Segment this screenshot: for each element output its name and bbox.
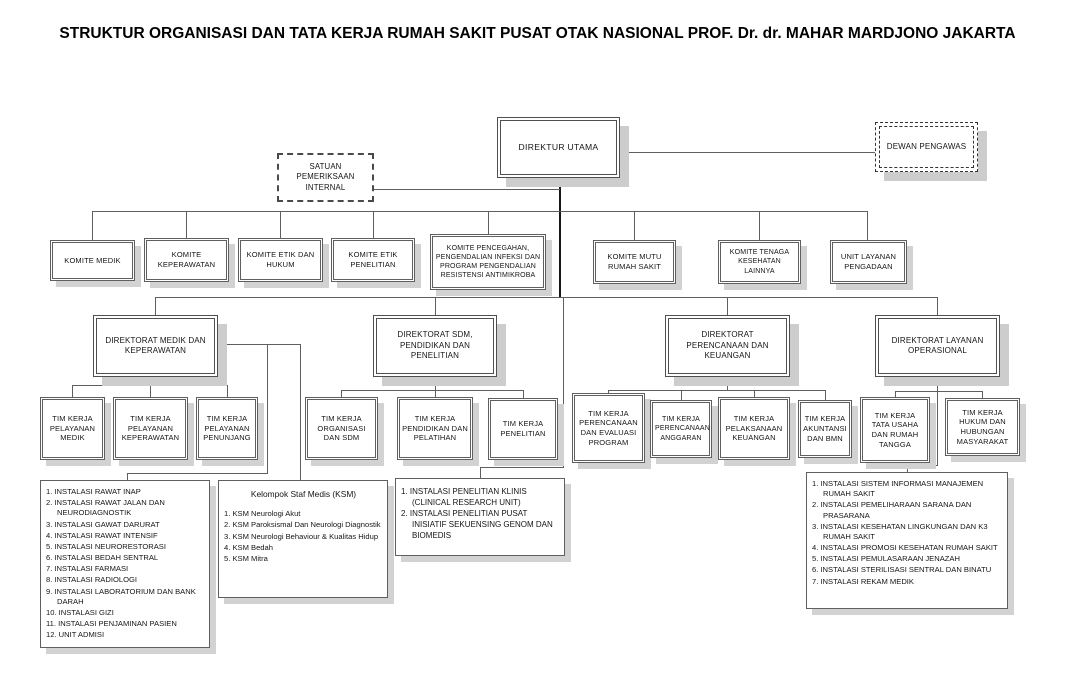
connector-line xyxy=(227,385,228,397)
node-label: DIREKTORAT MEDIK DAN KEPERAWATAN xyxy=(105,335,206,355)
node-label: TIM KERJA PENDIDIKAN DAN PELATIHAN xyxy=(402,413,468,443)
node-direktorat-medik xyxy=(93,315,218,377)
connector-line xyxy=(754,390,755,397)
connector-line xyxy=(435,377,436,390)
connector-line xyxy=(374,189,560,190)
connector-line xyxy=(341,390,342,397)
list-item: 4. INSTALASI PROMOSI KESEHATAN RUMAH SAKIT xyxy=(812,543,998,553)
connector-line xyxy=(907,465,938,466)
node-label: KOMITE PENCEGAHAN, PENGENDALIAN INFEKSI DAN PROGRAM PENGENDALIAN RESISTENSI ANTIMIKROBA xyxy=(435,244,541,280)
node-direktur-utama xyxy=(497,117,620,178)
node-label: DIREKTORAT PERENCANAAN DAN KEUANGAN xyxy=(686,330,769,361)
node-label: KOMITE MUTU RUMAH SAKIT xyxy=(607,252,662,271)
connector-line xyxy=(480,467,481,478)
node-komite-etik-penelitian xyxy=(331,238,415,282)
node-tk-pelayanan-keperawatan xyxy=(113,397,188,460)
node-direktorat-perencanaan xyxy=(665,315,790,377)
list-item: 5. KSM Mitra xyxy=(224,553,268,563)
node-label: TIM KERJA HUKUM DAN HUBUNGAN MASYARAKAT xyxy=(956,407,1009,446)
connector-line xyxy=(634,211,635,240)
node-label: KOMITE KEPERAWATAN xyxy=(157,250,216,269)
connector-line xyxy=(280,211,281,238)
node-tk-pelayanan-penunjang xyxy=(196,397,258,460)
connector-line xyxy=(759,211,760,240)
connector-line xyxy=(488,211,489,234)
node-label: SATUAN PEMERIKSAAN INTERNAL xyxy=(296,162,355,192)
node-label: KOMITE ETIK PENELITIAN xyxy=(348,250,398,269)
list-item: 2. INSTALASI PENELITIAN PUSAT INISIATIF SEKUENSING GENOM DAN BIOMEDIS xyxy=(401,509,553,540)
node-label: TIM KERJA PELAYANAN KEPERAWATAN xyxy=(121,413,180,443)
list-item: 8. INSTALASI RADIOLOGI xyxy=(46,575,138,585)
list-ksm-items xyxy=(224,509,383,564)
list-item: 4. KSM Bedah xyxy=(224,542,273,552)
list-item: 3. INSTALASI KESEHATAN LINGKUNGAN DAN K3 RUMAH SAKIT xyxy=(812,521,988,541)
list-item: 3. KSM Neurologi Behaviour & Kualitas Hidup xyxy=(224,531,379,541)
node-komite-pencegahan xyxy=(430,234,546,290)
node-tk-perencanaan-anggaran xyxy=(650,400,712,458)
list-item: 5. INSTALASI NEURORESTORASI xyxy=(46,541,166,551)
node-tk-tata-usaha xyxy=(860,397,930,463)
node-komite-medik xyxy=(50,240,135,281)
node-komite-etik-dan-hukum xyxy=(238,238,323,282)
connector-line xyxy=(92,211,93,240)
connector-line xyxy=(608,390,826,391)
connector-line xyxy=(907,465,908,472)
list-instalasi-operasional xyxy=(806,472,1008,609)
connector-line xyxy=(217,344,301,345)
list-item: 12. UNIT ADMISI xyxy=(46,630,105,640)
list-instalasi-penelitian xyxy=(395,478,565,556)
node-label: DIREKTORAT LAYANAN OPERASIONAL xyxy=(891,335,984,355)
node-direktorat-layanan xyxy=(875,315,1000,377)
connector-line xyxy=(92,211,868,212)
node-label: TIM KERJA PERENCANAAN ANGGARAN xyxy=(655,416,710,442)
connector-line xyxy=(72,385,73,397)
connector-line xyxy=(155,297,156,315)
node-direktorat-sdm xyxy=(373,315,497,377)
list-item: 1. KSM Neurologi Akut xyxy=(224,509,301,519)
connector-line xyxy=(620,152,875,153)
node-tk-perencanaan-evaluasi xyxy=(572,393,645,463)
node-tk-pelaksanaan-keuangan xyxy=(718,397,790,460)
node-komite-mutu xyxy=(593,240,676,284)
list-item: 3. INSTALASI GAWAT DARURAT xyxy=(46,519,160,529)
connector-line xyxy=(127,473,128,480)
node-tk-organisasi-sdm xyxy=(305,397,378,460)
list-item: 2. INSTALASI RAWAT JALAN DAN NEURODIAGNOSTIK xyxy=(46,498,165,518)
node-unit-layanan-pengadaan xyxy=(830,240,907,284)
connector-line xyxy=(127,473,268,474)
node-komite-tenaga xyxy=(718,240,801,284)
connector-line xyxy=(155,377,156,385)
node-label: TIM KERJA PERENCANAAN DAN EVALUASI PROGRAM xyxy=(579,408,638,447)
node-tk-akuntansi-bmn xyxy=(798,400,852,458)
connector-line xyxy=(563,297,564,467)
connector-line xyxy=(982,391,983,398)
connector-line xyxy=(186,211,187,238)
node-tk-pelayanan-medik xyxy=(40,397,105,460)
connector-line xyxy=(435,390,436,397)
connector-line xyxy=(341,390,524,391)
list-item: 11. INSTALASI PENJAMINAN PASIEN xyxy=(46,619,177,629)
node-label: TIM KERJA PELAYANAN PENUNJANG xyxy=(203,413,251,443)
node-label: TIM KERJA AKUNTANSI DAN BMN xyxy=(803,414,847,443)
list-item: 4. INSTALASI RAWAT INTENSIF xyxy=(46,530,158,540)
node-label: TIM KERJA ORGANISASI DAN SDM xyxy=(317,413,366,443)
list-instalasi-medik xyxy=(40,480,210,648)
list-item: 1. INSTALASI SISTEM INFORMASI MANAJEMEN RUMAH SAKIT xyxy=(812,479,984,499)
connector-line xyxy=(523,390,524,398)
node-dewan-pengawas xyxy=(875,122,978,172)
node-label: TIM KERJA PENELITIAN xyxy=(500,419,546,438)
connector-line xyxy=(267,344,268,473)
chart-title: STRUKTUR ORGANISASI DAN TATA KERJA RUMAH SAKIT PUSAT OTAK NASIONAL PROF. Dr. dr. MAHAR MARDJONO JAKARTA xyxy=(59,25,1016,42)
connector-line xyxy=(895,391,983,392)
list-item: 2. INSTALASI PEMELIHARAAN SARANA DAN PRASARANA xyxy=(812,500,972,520)
node-label: TIM KERJA PELAYANAN MEDIK xyxy=(49,413,96,443)
connector-line xyxy=(559,178,561,298)
node-label: TIM KERJA TATA USAHA DAN RUMAH TANGGA xyxy=(871,410,919,449)
list-item: 7. INSTALASI FARMASI xyxy=(46,564,129,574)
node-satuan-pemeriksaan-internal xyxy=(277,153,374,202)
node-label: DEWAN PENGAWAS xyxy=(886,141,967,151)
connector-line xyxy=(867,211,868,240)
list-item: 5. INSTALASI PEMULASARAAN JENAZAH xyxy=(812,554,960,564)
list-item: 1. INSTALASI RAWAT INAP xyxy=(46,487,141,496)
connector-line xyxy=(150,385,151,397)
node-label: KOMITE MEDIK xyxy=(64,255,121,265)
connector-line xyxy=(300,344,301,480)
connector-line xyxy=(681,390,682,400)
connector-line xyxy=(155,297,938,298)
node-label: KOMITE TENAGA KESEHATAN LAINNYA xyxy=(729,249,790,275)
node-tk-pendidikan-pelatihan xyxy=(397,397,473,460)
node-label: KOMITE ETIK DAN HUKUM xyxy=(246,250,315,269)
node-label: DIREKTORAT SDM, PENDIDIKAN DAN PENELITIAN xyxy=(397,330,473,361)
node-tk-penelitian xyxy=(488,398,558,460)
connector-line xyxy=(937,297,938,315)
connector-line xyxy=(373,211,374,238)
node-label: UNIT LAYANAN PENGADAAN xyxy=(840,252,897,271)
node-label: DIREKTUR UTAMA xyxy=(518,141,599,152)
list-item: 6. INSTALASI STERILISASI SENTRAL DAN BINATU xyxy=(812,565,992,575)
list-item: 9. INSTALASI LABORATORIUM DAN BANK DARAH xyxy=(46,586,196,606)
list-ksm-title: Kelompok Staf Medis (KSM) xyxy=(250,489,357,499)
list-item: 7. INSTALASI REKAM MEDIK xyxy=(812,576,914,586)
connector-line xyxy=(825,390,826,400)
connector-line xyxy=(727,297,728,315)
list-item: 6. INSTALASI BEDAH SENTRAL xyxy=(46,553,159,563)
connector-line xyxy=(727,377,728,390)
connector-line xyxy=(480,467,564,468)
list-item: 1. INSTALASI PENELITIAN KLINIS (CLINICAL RESEARCH UNIT) xyxy=(401,487,527,507)
list-item: 2. KSM Paroksismal Dan Neurologi Diagnostik xyxy=(224,520,381,530)
list-ksm xyxy=(218,480,388,598)
list-item: 10. INSTALASI GIZI xyxy=(46,607,114,617)
node-label: TIM KERJA PELAKSANAAN KEUANGAN xyxy=(725,413,783,443)
node-tk-hukum-humas xyxy=(945,398,1020,456)
node-komite-keperawatan xyxy=(144,238,229,282)
connector-line xyxy=(435,297,436,315)
